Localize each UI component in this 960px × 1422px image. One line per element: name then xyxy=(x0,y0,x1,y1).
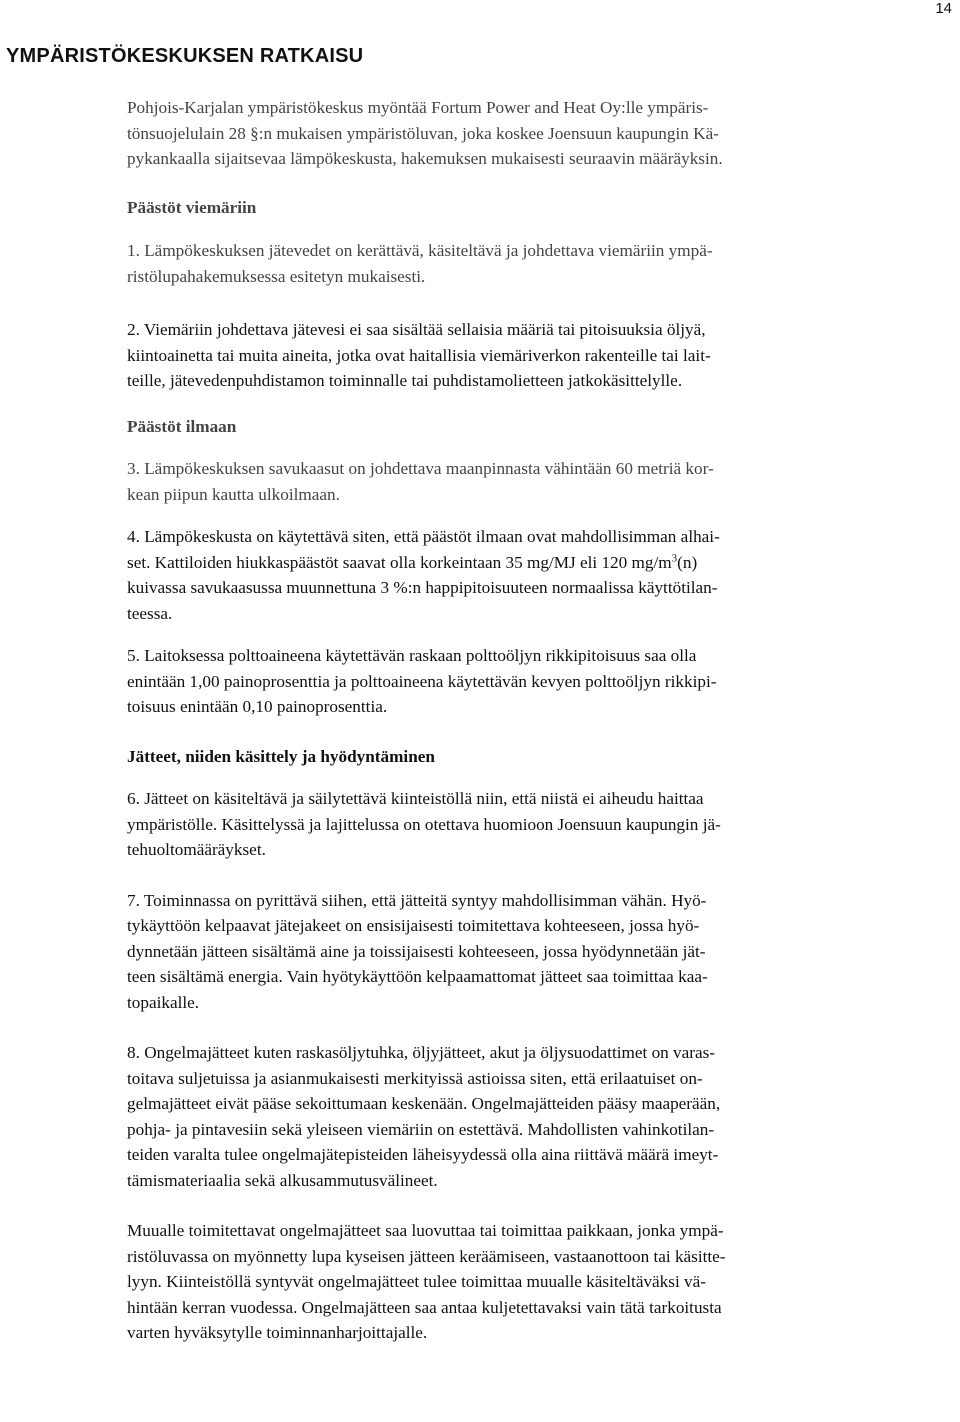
text-line: teen sisältämä energia. Vain hyötykäyttöön kelpaamattomat jätteet saa toimittaa kaa- xyxy=(127,967,708,986)
text-line: hintään kerran vuodessa. Ongelmajätteen saa antaa kuljetettavaksi vain tätä tarkoitusta xyxy=(127,1297,722,1317)
paragraph-1 xyxy=(127,238,917,289)
text-line: dynnetään jätteen sisältämä aine ja toissijaisesti kohteeseen, jossa hyödynnetään jät- xyxy=(127,941,706,961)
text-line: kean piipun kautta ulkoilmaan. xyxy=(127,484,340,504)
text-line: tykäyttöön kelpaavat jätejakeet on ensisijaisesti toimitettava kohteeseen, jossa hyö- xyxy=(127,916,700,935)
text-line: tönsuojelulain 28 §:n mukaisen ympäristöluvan, joka koskee Joensuun kaupungin Kä- xyxy=(127,123,719,143)
heading-sewer-emissions: Päästöt viemäriin xyxy=(127,197,257,217)
text-line: ympäristölle. Käsittelyssä ja lajittelussa on otettava huomioon Joensuun kaupungin jä- xyxy=(127,814,721,834)
superscript: 3 xyxy=(671,551,678,564)
text-line: kuivassa savukaasussa muunnettuna 3 %:n happipitoisuuteen normaalissa käyttötilan- xyxy=(127,578,718,597)
text-line: enintään 1,00 painoprosenttia ja polttoaineena käytettävän kevyen polttoöljyn rikkipi- xyxy=(127,671,717,691)
text-line: 5. Laitoksessa polttoaineena käytettävän raskaan polttoöljyn rikkipitoisuus saa olla xyxy=(127,646,697,665)
intro-paragraph xyxy=(127,95,917,172)
text-line: teille, jätevedenpuhdistamon toiminnalle tai puhdistamolietteen jatkokäsittelylle. xyxy=(127,371,683,390)
decision-body xyxy=(127,95,917,1346)
heading-air-emissions: Päästöt ilmaan xyxy=(127,416,237,436)
text-line: teiden varalta tulee ongelmajätepisteiden läheisyydessä olla aina riittävä määrä imeyt- xyxy=(127,1145,719,1164)
paragraph-6 xyxy=(127,786,917,863)
text-line: varten hyväksytylle toiminnanharjoittajalle. xyxy=(127,1323,428,1342)
paragraph-4 xyxy=(127,524,917,626)
text-line: lyyn. Kiinteistöllä syntyvät ongelmajätteet tulee toimittaa muualle käsiteltäväksi vä- xyxy=(127,1272,706,1291)
text-segment: set. Kattiloiden hiukkaspäästöt saavat olla korkeintaan 35 mg/MJ eli 120 mg/m xyxy=(127,552,672,572)
text-segment: (n) xyxy=(677,552,698,572)
text-line: 2. Viemäriin johdettava jätevesi ei saa sisältää sellaisia määriä tai pitoisuuksia öljyä, xyxy=(127,320,706,339)
text-line: 8. Ongelmajätteet kuten raskasöljytuhka, öljyjätteet, akut ja öljysuodattimet on varas- xyxy=(127,1043,716,1062)
text-line: 6. Jätteet on käsiteltävä ja säilytettävä kiinteistöllä niin, että niistä ei aiheudu haittaa xyxy=(127,789,704,808)
text-line xyxy=(127,550,917,576)
paragraph-2 xyxy=(127,317,917,394)
text-line: 3. Lämpökeskuksen savukaasut on johdettava maanpinnasta vähintään 60 metriä kor- xyxy=(127,459,714,478)
text-line: Muualle toimitettavat ongelmajätteet saa luovuttaa tai toimittaa paikkaan, jonka ympä- xyxy=(127,1221,724,1240)
text-line: Pohjois-Karjalan ympäristökeskus myöntää Fortum Power and Heat Oy:lle ympäris- xyxy=(127,98,709,117)
paragraph-9 xyxy=(127,1218,917,1346)
page-number: 14 xyxy=(935,0,952,17)
text-line: toisuus enintään 0,10 painoprosenttia. xyxy=(127,697,388,716)
text-line: pohja- ja pintavesiin sekä yleiseen viemäriin on estettävä. Mahdollisten vahinkotilan- xyxy=(127,1119,715,1139)
text-line: 4. Lämpökeskusta on käytettävä siten, että päästöt ilmaan ovat mahdollisimman alhai- xyxy=(127,527,720,546)
text-line: pykankaalla sijaitsevaa lämpökeskusta, hakemuksen mukaisesti seuraavin määräyksin. xyxy=(127,149,723,168)
text-line: 7. Toiminnassa on pyrittävä siihen, että jätteitä syntyy mahdollisimman vähän. Hyö- xyxy=(127,890,707,910)
paragraph-7 xyxy=(127,888,917,1016)
text-line: teessa. xyxy=(127,603,173,623)
paragraph-8 xyxy=(127,1040,917,1193)
section-title: YMPÄRISTÖKESKUKSEN RATKAISU xyxy=(6,45,364,67)
text-line: tehuoltomääräykset. xyxy=(127,840,266,859)
text-line: kiintoainetta tai muita aineita, jotka ovat haitallisia viemäriverkon rakenteille tai lait- xyxy=(127,345,711,365)
text-line: toitava suljetuissa ja asianmukaisesti merkityissä astioissa siten, että erilaatuiset on- xyxy=(127,1068,703,1088)
text-line: ristöluvassa on myönnetty lupa kyseisen jätteen keräämiseen, vastaanottoon tai käsitte- xyxy=(127,1246,726,1266)
text-line: 1. Lämpökeskuksen jätevedet on kerättävä, käsiteltävä ja johdettava viemäriin ympä- xyxy=(127,241,713,260)
paragraph-3 xyxy=(127,456,917,507)
text-line: tämismateriaalia sekä alkusammutusvälineet. xyxy=(127,1170,438,1190)
text-line: topaikalle. xyxy=(127,992,200,1012)
text-line: ristölupahakemuksessa esitetyn mukaisesti. xyxy=(127,266,426,286)
paragraph-5 xyxy=(127,643,917,720)
heading-waste: Jätteet, niiden käsittely ja hyödyntäminen xyxy=(127,746,435,766)
text-line: gelmajätteet eivät pääse sekoittumaan keskenään. Ongelmajätteiden pääsy maaperään, xyxy=(127,1094,721,1113)
